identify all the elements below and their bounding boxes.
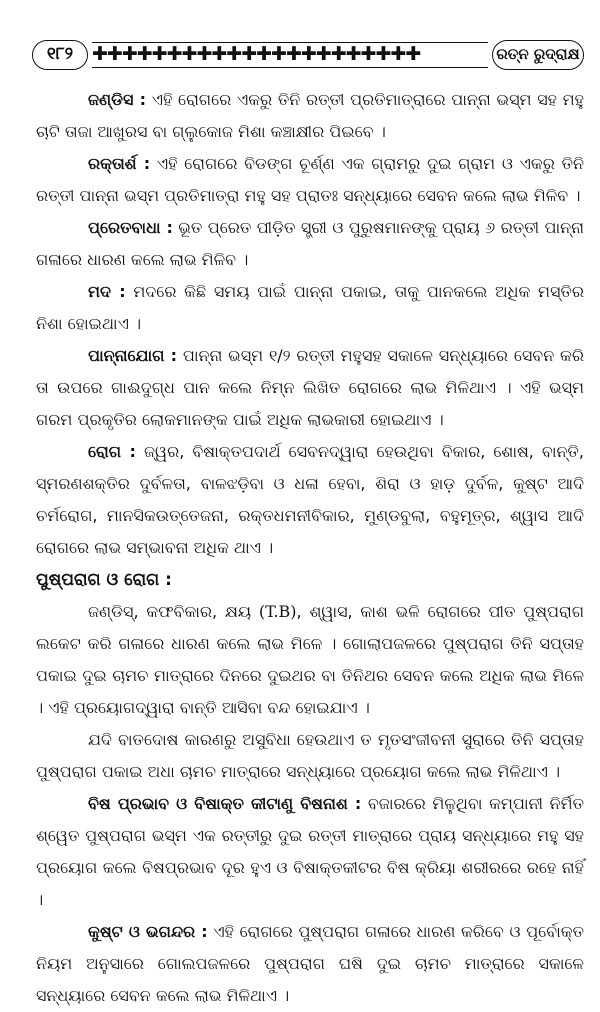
paragraph-topaz-vata — [36, 724, 584, 788]
paragraph-text: ଏହି ରୋଗରେ ଏକରୁ ତିନି ରତ୍ତୀ ପ୍ରତିମାତ୍ରାରେ ପାନ୍ନା ଭସ୍ମ ସହ ମହୁ ଚାଟି ତାଜା ଆଖୁରସ ବା ଗ୍ଲୁକୋଜ ମିଶା କଞ୍ଚାକ୍ଷୀର ପିଇବେ । — [36, 90, 584, 141]
paragraph-text: ଏହି ରୋଗରେ ବିଡଙ୍ଗ ଚୂର୍ଣ୍ଣ ଏକ ଗ୍ରାମରୁ ଦୁଇ ଗ୍ରାମ ଓ ଏକରୁ ତିନି ରତ୍ତୀ ପାନ୍ନା ଭସ୍ମ ପ୍ରତିମାତ୍ରା ମହୁ ସହ ପ୍ରାତଃ ସନ୍ଧ୍ୟାରେ ସେବନ କଲେ ଲାଭ ମିଳିବ । — [36, 154, 584, 205]
paragraph-ghost-affliction — [36, 212, 584, 276]
page-number: ୧୮୨ — [32, 40, 88, 70]
paragraph-leprosy-fistula — [36, 916, 584, 1012]
paragraph-text: ଭୂତ ପ୍ରେତ ପୀଡ଼ିତ ସ୍ତ୍ରୀ ଓ ପୁରୁଷମାନଙ୍କୁ ପ୍ରାୟ ୬ ରତ୍ତୀ ପାନ୍ନା ଗଳାରେ ଧାରଣ କଲେ ଲାଭ ମିଳିବ । — [36, 218, 584, 269]
paragraph-diseases — [36, 436, 584, 564]
paragraph-poison-remedy — [36, 788, 584, 916]
page-header — [32, 38, 584, 74]
term-diseases: ରୋଗ : — [88, 442, 136, 461]
paragraph-text: ମଦରେ କିଛି ସମୟ ପାଇଁ ପାନ୍ନା ପକାଇ, ତାକୁ ପାନକଲେ ଅଧିକ ମସ୍ତିର ନିଶା ହୋଇଥାଏ । — [36, 282, 584, 333]
term-bleeding-piles: ରକ୍ତାର୍ଶ : — [88, 154, 151, 173]
page-body — [36, 84, 584, 1012]
paragraph-text: , ଶ୍ୱାସ, କାଶ ଭଳି ରୋଗରେ ପୀତ ପୁଷ୍ପରାଗ ଲକେଟ କରି ଗଳାରେ ଧାରଣ କଲେ ଲାଭ ମିଳେ । ଗୋଲାପଜଳରେ ପୁଷ୍ପରାଗ ତିନି ସପ୍ତାହ ପକାଇ ଦୁଇ ଚାମଚ ମାତ୍ରାରେ ଦିନରେ ଦୁଇଥର ବା ତିନିଥର ସେବନ କଲେ ଅଧିକ ଲାଭ ମିଳେ । ଏହି ପ୍ରୟୋଗଦ୍ୱାରା ବାନ୍ତି ଆସିବା ବନ୍ଦ ହୋଇଯାଏ । — [36, 602, 584, 717]
paragraph-text: ଜଣ୍ଡିସ୍, କଫବିକାର, କ୍ଷୟ — [88, 602, 259, 621]
term-liquor: ମଦ : — [88, 282, 126, 301]
paragraph-liquor — [36, 276, 584, 340]
latin-abbreviation: (T.B) — [258, 602, 297, 621]
term-jaundice: ଜଣ୍ଡିସ : — [88, 90, 147, 109]
term-poison-remedy: ବିଷ ପ୍ରଭାବ ଓ ବିଷାକ୍ତ କୀଟାଣୁ ବିଷନାଶ : — [88, 794, 362, 813]
term-emerald-remedy: ପାନ୍ନାଯୋଗ : — [88, 346, 178, 365]
term-leprosy-fistula: କୁଷ୍ଟ ଓ ଭଗନ୍ଦର : — [88, 922, 208, 941]
paragraph-text: ପାନ୍ନା ଭସ୍ମ ୧/୨ ରତ୍ତୀ ମହୁସହ ସକାଳେ ସନ୍ଧ୍ୟାରେ ସେବନ କରି ତା ଉପରେ ଗାଈଦୁଗ୍ଧ ପାନ କଲେ ନିମ୍ନ ଲିଖିତ ରୋଗରେ ଲାଭ ମିଳିଥାଏ । ଏହି ଭସ୍ମ ଗରମ ପ୍ରକୃତିର ଲୋକମାନଙ୍କ ପାଇଁ ଅଧିକ ଲାଭକାରୀ ହୋଇଥାଏ । — [36, 346, 584, 429]
paragraph-topaz-uses — [36, 596, 584, 724]
paragraph-emerald-remedy — [36, 340, 584, 436]
paragraph-text: ଯଦି ବାତଦୋଷ କାରଣରୁ ଅସୁବିଧା ହେଉଥାଏ ତ ମୃତସଂଜୀବନୀ ସୁରାରେ ତିନି ସପ୍ତାହ ପୁଷ୍ପରାଗ ପକାଇ ଅଧା ଚାମଚ ମାତ୍ରାରେ ସନ୍ଧ୍ୟାରେ ପ୍ରୟୋଗ କଲେ ଲାଭ ମିଳିଥାଏ । — [36, 730, 584, 781]
paragraph-text: ଜ୍ୱର, ବିଷାକ୍ତପଦାର୍ଥ ସେବନଦ୍ୱାରା ହେଉଥିବା ବିକାର, ଶୋଷ, ବାନ୍ତି, ସ୍ମରଣଶକ୍ତିର ଦୁର୍ବଳତା, ବାଳଝଡ଼ିବା ଓ ଧଳା ହେବା, ଶିରା ଓ ହାଡ଼ ଦୁର୍ବଳ, କୁଷ୍ଟ ଆଦି ଚର୍ମରୋଗ, ମାନସିକଉତ୍ତେଜନା, ରକ୍ତଧମନୀବିକାର, ମୁଣ୍ଡବୁଲା, ବହୁମୂତ୍ର, ଶ୍ୱାସ ଆଦି ରୋଗରେ ଲାଭ ସମ୍ଭାବନା ଅଧିକ ଥାଏ । — [36, 442, 584, 557]
term-ghost-affliction: ପ୍ରେତବାଧା : — [88, 218, 173, 237]
paragraph-text: ଏହି ରୋଗରେ ପୁଷ୍ପରାଗ ଗଳାରେ ଧାରଣ କରିବେ ଓ ପୂର୍ବୋକ୍ତ ନିୟମ ଅନୁସାରେ ଗୋଲପଜଳରେ ପୁଷ୍ପରାଗ ଘଷି ଦୁଇ ଚାମଚ ମାତ୍ରାରେ ସକାଳେ ସନ୍ଧ୍ୟାରେ ସେବନ କଲେ ଲାଭ ମିଳିଥାଏ । — [36, 922, 584, 1005]
paragraph-jaundice — [36, 84, 584, 148]
running-title: ରତ୍ନ ରୁଦ୍ରାକ୍ଷ — [492, 40, 584, 70]
paragraph-bleeding-piles — [36, 148, 584, 212]
paragraph-text: ବଜାରରେ ମିଳୁଥିବା କମ୍ପାନୀ ନିର୍ମିତ ଶ୍ୱେତ ପୁଷ୍ପରାଗ ଭସ୍ମ ଏକ ରତ୍ତୀରୁ ଦୁଇ ରତ୍ତୀ ମାତ୍ରାରେ ପ୍ରାୟ ସନ୍ଧ୍ୟାରେ ମହୁ ସହ ପ୍ରୟୋଗ କଲେ ବିଷପ୍ରଭାବ ଦୂର ହୁଏ ଓ ବିଷାକ୍ତକୀଟର ବିଷ କ୍ରିୟା ଶରୀରରେ ରହେ ନାହିଁ । — [36, 794, 585, 909]
section-heading: ପୁଷ୍ପରାଗ ଓ ରୋଗ : — [36, 570, 172, 590]
ornament-band: ✚✚✚✚✚✚✚✚✚✚✚✚✚✚✚✚✚✚✚✚✚✚ — [92, 42, 488, 68]
